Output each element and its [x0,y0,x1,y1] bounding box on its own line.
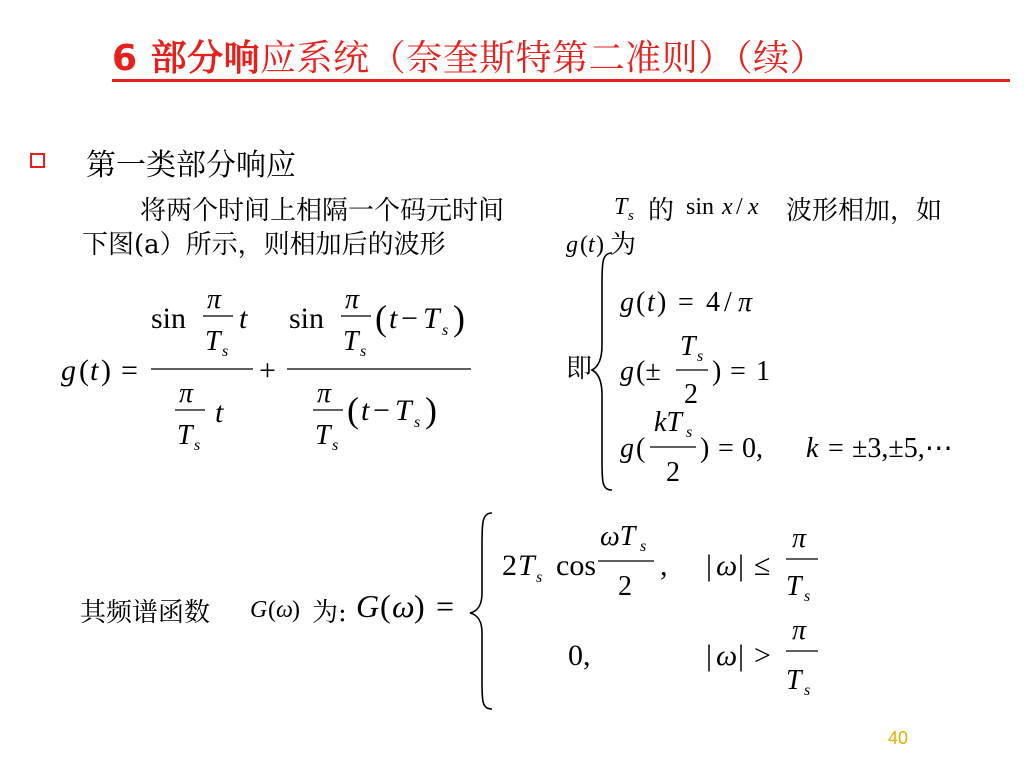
svg-text:T: T [177,420,193,451]
svg-text:s: s [686,424,693,441]
svg-text:s: s [640,538,647,555]
svg-text:s: s [194,437,201,454]
svg-text:T: T [614,194,628,220]
svg-text:s: s [360,343,367,360]
svg-text:≤: ≤ [754,549,771,582]
svg-text:|: | [738,639,745,672]
svg-text:(: ( [380,588,391,624]
svg-text:sin: sin [686,194,715,220]
svg-text:π: π [738,287,753,318]
svg-text:T: T [786,665,802,696]
svg-text:g: g [566,232,578,258]
svg-text:G: G [356,588,380,624]
spectrum-wei-wrap [312,592,347,629]
svg-text:ω: ω [276,597,293,623]
svg-text:±3,±5,⋯: ±3,±5,⋯ [852,433,953,464]
svg-text:T: T [680,331,696,362]
equation-g-t-definition [55,280,485,480]
svg-text:π: π [207,284,222,315]
svg-text:ω: ω [716,549,738,582]
svg-text:(: ( [636,287,646,318]
spectrum-prefix: 其频谱函数 [80,598,211,628]
svg-text:sin: sin [289,302,325,335]
svg-text:s: s [414,414,421,431]
svg-text:s: s [804,588,811,605]
svg-text:0,: 0, [568,639,591,672]
slide-title-rest: 应系统（奈奎斯特第二准则）（续） [260,38,827,79]
square-bullet-icon [30,153,45,168]
svg-text:π: π [317,378,332,409]
svg-text:): ) [453,298,465,338]
svg-text:T: T [395,394,412,427]
svg-text:T: T [205,326,221,357]
equation-g-t-samples [590,245,1010,495]
svg-text:(: ( [375,298,387,338]
svg-text:=: = [718,433,734,464]
svg-text:>: > [754,639,771,672]
paragraph-line-1 [140,190,504,227]
svg-text:π: π [345,284,360,315]
svg-text:x: x [748,194,759,220]
svg-text:π: π [792,523,807,554]
svg-text:t: t [647,287,655,318]
svg-text:T: T [518,549,535,582]
svg-text:T: T [343,326,359,357]
svg-text:+: + [259,354,276,387]
paragraph-line-1-a: 将两个时间上相隔一个码元时间 [140,196,505,226]
svg-text:=: = [436,588,455,624]
svg-text:π: π [792,615,807,646]
svg-text:cos: cos [556,549,596,582]
slide-title-bold: 6 部分响 [112,38,261,79]
svg-text:s: s [804,682,811,699]
svg-text:−: − [401,302,418,335]
svg-text:sin: sin [151,302,187,335]
svg-text:(±: (± [636,356,661,387]
svg-text:x: x [722,194,733,220]
svg-text:): ) [414,588,425,624]
svg-text:(: ( [79,354,89,387]
svg-text:t: t [389,302,398,335]
svg-text:/: / [736,194,743,220]
svg-text:): ) [596,232,604,258]
svg-text:): ) [657,287,667,318]
svg-text:(: ( [636,433,646,464]
svg-text:=: = [678,287,694,318]
svg-text:|: | [706,639,713,672]
svg-text:0,: 0, [742,433,763,464]
paragraph-line-1-de [648,190,674,227]
svg-text:4: 4 [706,287,720,318]
svg-text:kT: kT [654,407,682,438]
paragraph-line-1-b: 的 [648,196,675,226]
svg-text:s: s [536,569,543,586]
svg-text:ω: ω [716,639,738,672]
paragraph-line-2 [82,224,446,261]
svg-text:): ) [101,354,111,387]
svg-text:g: g [61,354,76,387]
svg-text:k: k [806,433,819,464]
svg-text:2: 2 [666,457,680,488]
svg-text:/: / [724,287,732,318]
equation-G-omega [350,505,830,715]
svg-text:G: G [250,597,268,623]
svg-text:s: s [628,208,634,224]
svg-text:2: 2 [618,571,632,602]
svg-text:t: t [361,394,370,427]
svg-text:2: 2 [502,549,517,582]
paragraph-line-2-a: 下图(a）所示，则相加后的波形 [82,230,446,260]
svg-text:T: T [786,571,802,602]
svg-text:,: , [660,549,668,582]
inline-math-G-omega [250,592,320,628]
svg-text:(: ( [268,597,276,623]
spectrum-wei: 为: [312,598,347,628]
svg-text:=: = [730,356,746,387]
svg-text:): ) [425,390,437,430]
svg-text:s: s [697,348,704,365]
inline-math-sinx-over-x [686,190,786,224]
svg-text:(: ( [347,390,359,430]
svg-text:π: π [179,378,194,409]
paragraph-line-1-c-wrap [786,190,942,227]
svg-text:|: | [706,549,713,582]
svg-text:s: s [222,343,229,360]
svg-text:1: 1 [756,356,770,387]
svg-text:=: = [828,433,844,464]
section-heading: 第一类部分响应 [86,148,296,183]
svg-text:ωT: ωT [600,521,636,552]
svg-text:t: t [215,396,224,429]
ji-label: 即 [566,354,593,384]
svg-text:T: T [315,420,331,451]
svg-text:ω: ω [392,588,415,624]
svg-text:s: s [332,437,339,454]
svg-text:t: t [239,302,248,335]
svg-text:(: ( [580,232,588,258]
paragraph-line-2-b: 为 [610,230,637,260]
svg-text:): ) [292,597,300,623]
svg-text:): ) [712,356,722,387]
svg-text:|: | [738,549,745,582]
paragraph-line-1-c: 波形相加，如 [786,196,943,226]
inline-math-Ts [612,190,642,224]
spectrum-label [80,592,210,629]
svg-text:t: t [588,232,595,258]
svg-text:s: s [442,322,449,339]
slide-title [112,30,826,81]
svg-text:): ) [700,433,710,464]
svg-text:2: 2 [684,379,698,410]
svg-text:−: − [373,394,390,427]
page-number: 40 [888,728,909,748]
svg-text:g: g [620,356,634,387]
svg-text:g: g [620,433,634,464]
svg-text:t: t [90,354,99,387]
title-underline [112,79,1010,82]
svg-text:T: T [423,302,440,335]
svg-text:=: = [121,354,138,387]
svg-text:g: g [620,287,634,318]
